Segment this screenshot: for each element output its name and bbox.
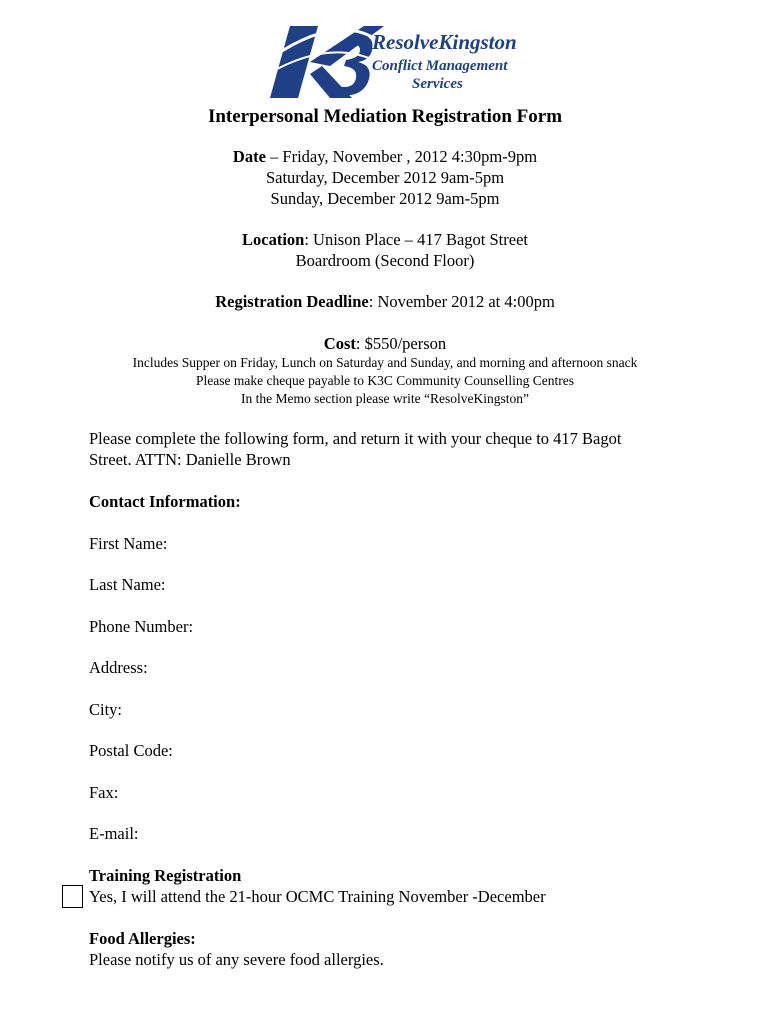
cost-value: : $550/person [355, 334, 447, 353]
date-line-1 [0, 147, 770, 167]
cost-line [0, 334, 770, 354]
allergies-text: Please notify us of any severe food allergies. [89, 950, 384, 969]
deadline-line [0, 292, 770, 312]
location-line-2: Boardroom (Second Floor) [295, 251, 475, 270]
field-address: Address: [89, 658, 148, 677]
field-phone-number: Phone Number: [89, 617, 194, 636]
location-line-1 [0, 230, 770, 250]
field-postal-code: Postal Code: [89, 741, 173, 760]
note-line-3: In the Memo section please write “ResolveKingston” [241, 391, 529, 406]
contact-heading: Contact Information: [89, 492, 241, 511]
cost-label: Cost [323, 334, 356, 353]
form-title: Interpersonal Mediation Registration Form [207, 106, 563, 127]
date-line-2: Saturday, December 2012 9am-5pm [265, 168, 505, 187]
allergies-heading: Food Allergies: [89, 929, 196, 948]
field-last-name: Last Name: [89, 575, 166, 594]
training-option-label: Yes, I will attend the 21-hour OCMC Training November -December [89, 887, 546, 906]
field-fax: Fax: [89, 783, 119, 802]
instructions-line-1: Please complete the following form, and return it with your cheque to 417 Bagot [89, 429, 622, 448]
field-email: E-mail: [89, 824, 139, 843]
note-line-2: Please make cheque payable to K3C Community Counselling Centres [196, 373, 574, 388]
date-value-1: – Friday, November , 2012 4:30pm-9pm [265, 147, 538, 166]
logo-subtitle-1: Conflict Management [372, 58, 508, 74]
date-label: Date [232, 147, 266, 166]
location-label: Location [242, 230, 305, 249]
field-city: City: [89, 700, 123, 719]
logo-org-name: ResolveKingston [372, 30, 517, 54]
date-line-3: Sunday, December 2012 9am-5pm [270, 189, 500, 208]
training-heading: Training Registration [89, 866, 242, 885]
logo-subtitle-2: Services [412, 76, 463, 92]
note-line-1: Includes Supper on Friday, Lunch on Saturday and Sunday, and morning and afternoon snack [132, 355, 638, 370]
field-first-name: First Name: [89, 534, 168, 553]
location-value-1: : Unison Place – 417 Bagot Street [304, 230, 528, 249]
deadline-label: Registration Deadline [215, 292, 369, 311]
training-checkbox[interactable] [62, 885, 83, 908]
deadline-value: : November 2012 at 4:00pm [368, 292, 555, 311]
instructions-line-2: Street. ATTN: Danielle Brown [89, 450, 291, 469]
